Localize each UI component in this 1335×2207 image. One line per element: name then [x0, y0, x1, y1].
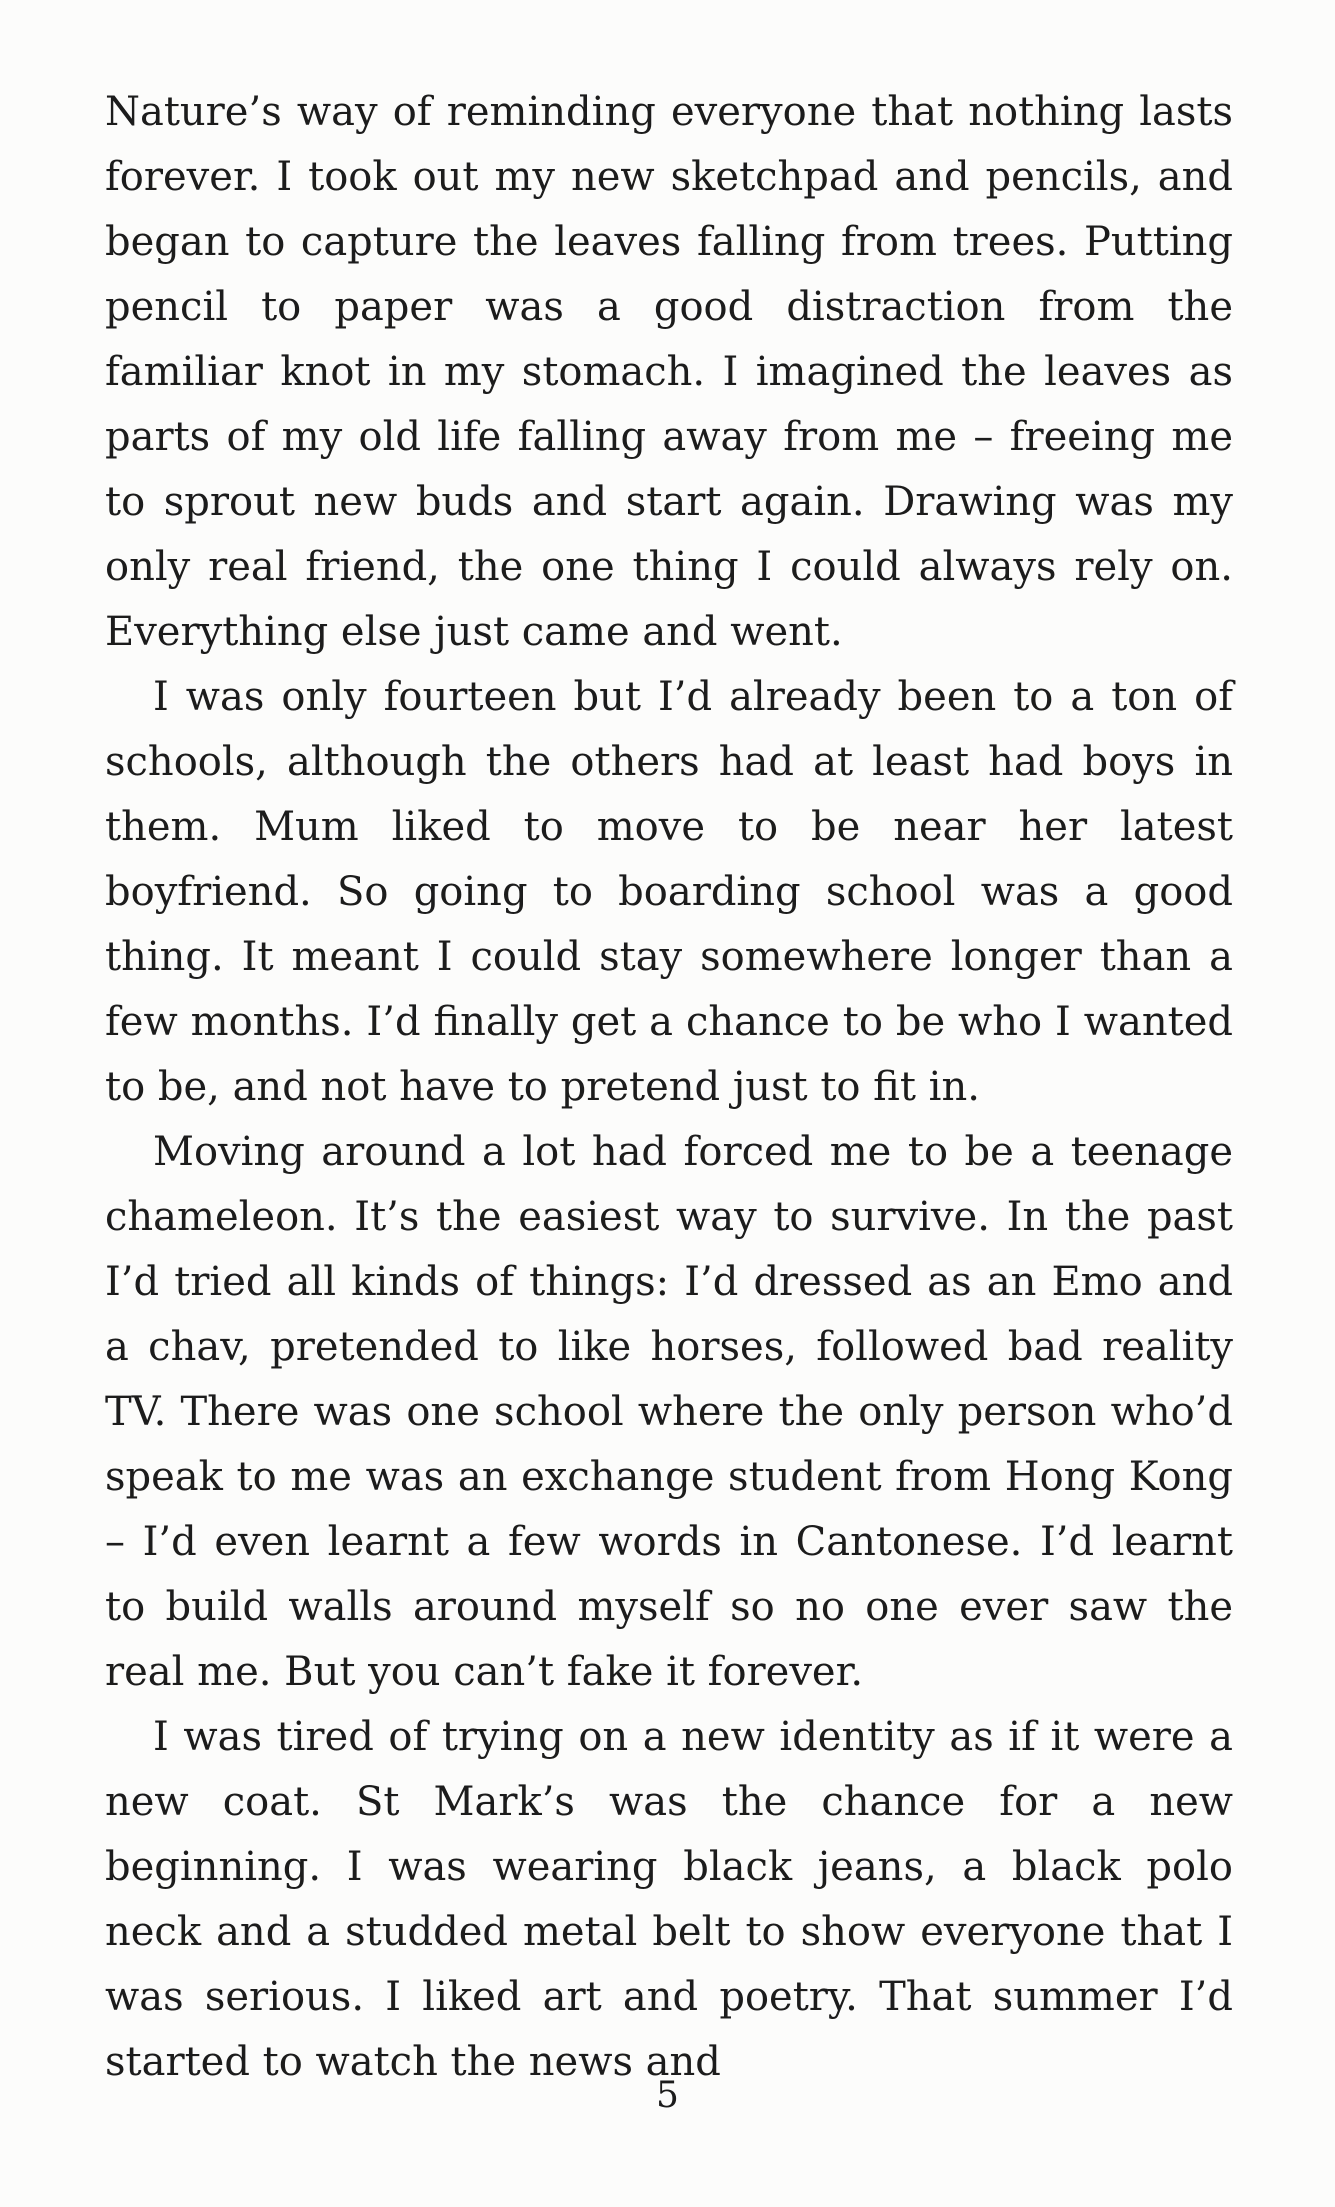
body-text: [105, 80, 1233, 2095]
paragraph: Moving around a lot had forced me to be a teenage chameleon. It’s the easiest way to survive. In the past I’d tried all kinds of things: I’d dressed as an Emo and a chav, pretended to like horses, followed bad reality TV. There was one school where the only person who’d speak to me was an exchange student from Hong Kong – I’d even learnt a few words in Cantonese. I’d learnt to build walls around myself so no one ever saw the real me. But you can’t fake it forever.: [105, 1129, 1233, 1695]
paragraph: I was only fourteen but I’d already been to a ton of schools, although the others had at least had boys in them. Mum liked to move to be near her latest boyfriend. So going to boarding school was a good thing. It meant I could stay somewhere longer than a few months. I’d finally get a chance to be who I wanted to be, and not have to pretend just to fit in.: [105, 674, 1233, 1110]
page-number: 5: [656, 2075, 679, 2116]
paragraph: Nature’s way of reminding everyone that nothing lasts forever. I took out my new sketchpad and pencils, and began to capture the leaves falling from trees. Putting pencil to paper was a good distraction from the familiar knot in my stomach. I imagined the leaves as parts of my old life falling away from me – freeing me to sprout new buds and start again. Drawing was my only real friend, the one thing I could always rely on. Everything else just came and went.: [105, 89, 1233, 655]
paragraph: I was tired of trying on a new identity as if it were a new coat. St Mark’s was the chance for a new beginning. I was wearing black jeans, a black polo neck and a studded metal belt to show everyone that I was serious. I liked art and poetry. That summer I’d started to watch the news and: [105, 1714, 1233, 2085]
